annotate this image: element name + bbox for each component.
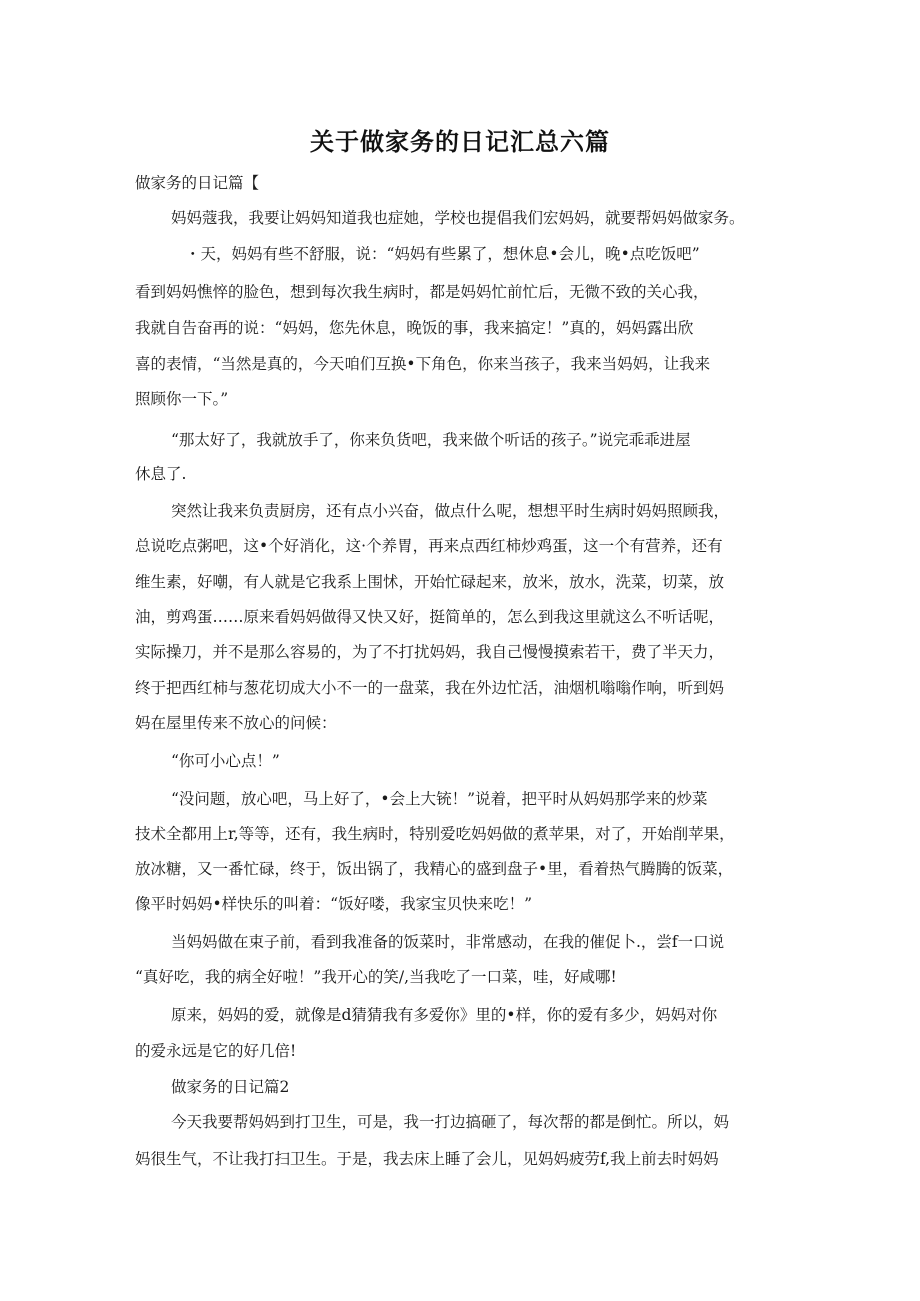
paragraph-line: 突然让我来负责厨房，还有点小兴奋，做点什么呢，想想平时生病时妈妈照顾我， bbox=[171, 502, 730, 520]
paragraph-line: 当妈妈做在束子前，看到我准备的饭菜时，非常感动，在我的催促卜.，尝f一口说 bbox=[171, 933, 725, 951]
paragraph-line: “真好吃，我的病全好啦！”我开心的笑/,当我吃了一口菜，哇，好咸哪! bbox=[135, 968, 617, 986]
paragraph-line: 照顾你一下。” bbox=[135, 390, 229, 408]
paragraph-line: 原来，妈妈的爱，就像是d猜猜我有多爱你》里的•样，你的爱有多少，妈妈对你 bbox=[171, 1006, 718, 1024]
paragraph-line: 我就自告奋再的说：“妈妈，您先休息，晚饭的事，我来搞定！”真的，妈妈露出欣 bbox=[135, 319, 694, 337]
paragraph-line: 的爱永远是它的好几倍! bbox=[135, 1042, 297, 1060]
paragraph-line: “你可小心点！” bbox=[171, 752, 280, 770]
section-heading-2: 做家务的日记篇2 bbox=[171, 1078, 290, 1096]
paragraph-line: 像平时妈妈•样快乐的叫着：“饭好喽，我家宝贝快来吃！” bbox=[135, 895, 532, 913]
section-heading-1: 做家务的日记篇【 bbox=[135, 174, 260, 192]
paragraph-line: 看到妈妈憔悴的脸色，想到每次我生病时，都是妈妈忙前忙后，无微不致的关心我， bbox=[135, 283, 709, 301]
paragraph-line: 放冰糖，又一番忙碌，终于，饭出锅了，我精心的盛到盘子•里，看着热气腾腾的饭菜， bbox=[135, 860, 734, 878]
paragraph-line: 实际操刀，并不是那么容易的，为了不打扰妈妈，我自己慢慢摸索若干，费了半天力， bbox=[135, 643, 725, 661]
paragraph-line: “那太好了，我就放手了，你来负货吧，我来做个听话的孩子。”说完乖乖进屋 bbox=[171, 431, 691, 449]
document-title: 关于做家务的日记汇总六篇 bbox=[310, 128, 610, 156]
paragraph-line: 终于把西红柿与葱花切成大小不一的一盘菜，我在外边忙活，油烟机嗡嗡作响，听到妈 bbox=[135, 679, 725, 697]
paragraph-line: “没问题，放心吧，马上好了，•会上大铳！”说着，把平时从妈妈那学来的炒菜 bbox=[171, 790, 708, 808]
paragraph-line: 今天我要帮妈妈到打卫生，可是，我一打边搞砸了，每次帮的都是倒忙。所以，妈 bbox=[171, 1113, 730, 1131]
paragraph-line: 喜的表情，“当然是真的，今天咱们互换•下角色，你来当孩子，我来当妈妈，让我来 bbox=[135, 355, 711, 373]
paragraph-line: 油，剪鸡蛋……原来看妈妈做得又快又好，挺简单的，怎么到我这里就这么不听话呢， bbox=[135, 608, 725, 626]
paragraph-line: 技术全都用上r,等等，还有，我生病时，特别爱吃妈妈做的煮苹果，对了，开始削苹果， bbox=[135, 825, 735, 843]
paragraph-line: 妈在屋里传来不放心的问候： bbox=[135, 714, 337, 732]
paragraph-line: 休息了. bbox=[135, 465, 187, 483]
paragraph-line: 维生素，好嘲，有人就是它我系上围怵，开始忙碌起来，放米，放水，洗菜，切菜，放 bbox=[135, 573, 725, 591]
paragraph-line: 总说吃点粥吧，这•个好消化，这·个养胃，再来点西红柿炒鸡蛋，这一个有营养，还有 bbox=[135, 537, 723, 555]
paragraph-line: 妈很生气，不让我打扫卫生。于是，我去床上睡了会儿，见妈妈疲劳f,我上前去时妈妈 bbox=[135, 1150, 719, 1168]
paragraph-line: 妈妈蔻我，我要让妈妈知道我也症她，学校也提倡我们宏妈妈，就要帮妈妈做家务。 bbox=[171, 209, 745, 227]
paragraph-line: ・天，妈妈有些不舒服，说：“妈妈有些累了，想休息•会儿，晚•点吃饭吧” bbox=[185, 245, 700, 263]
